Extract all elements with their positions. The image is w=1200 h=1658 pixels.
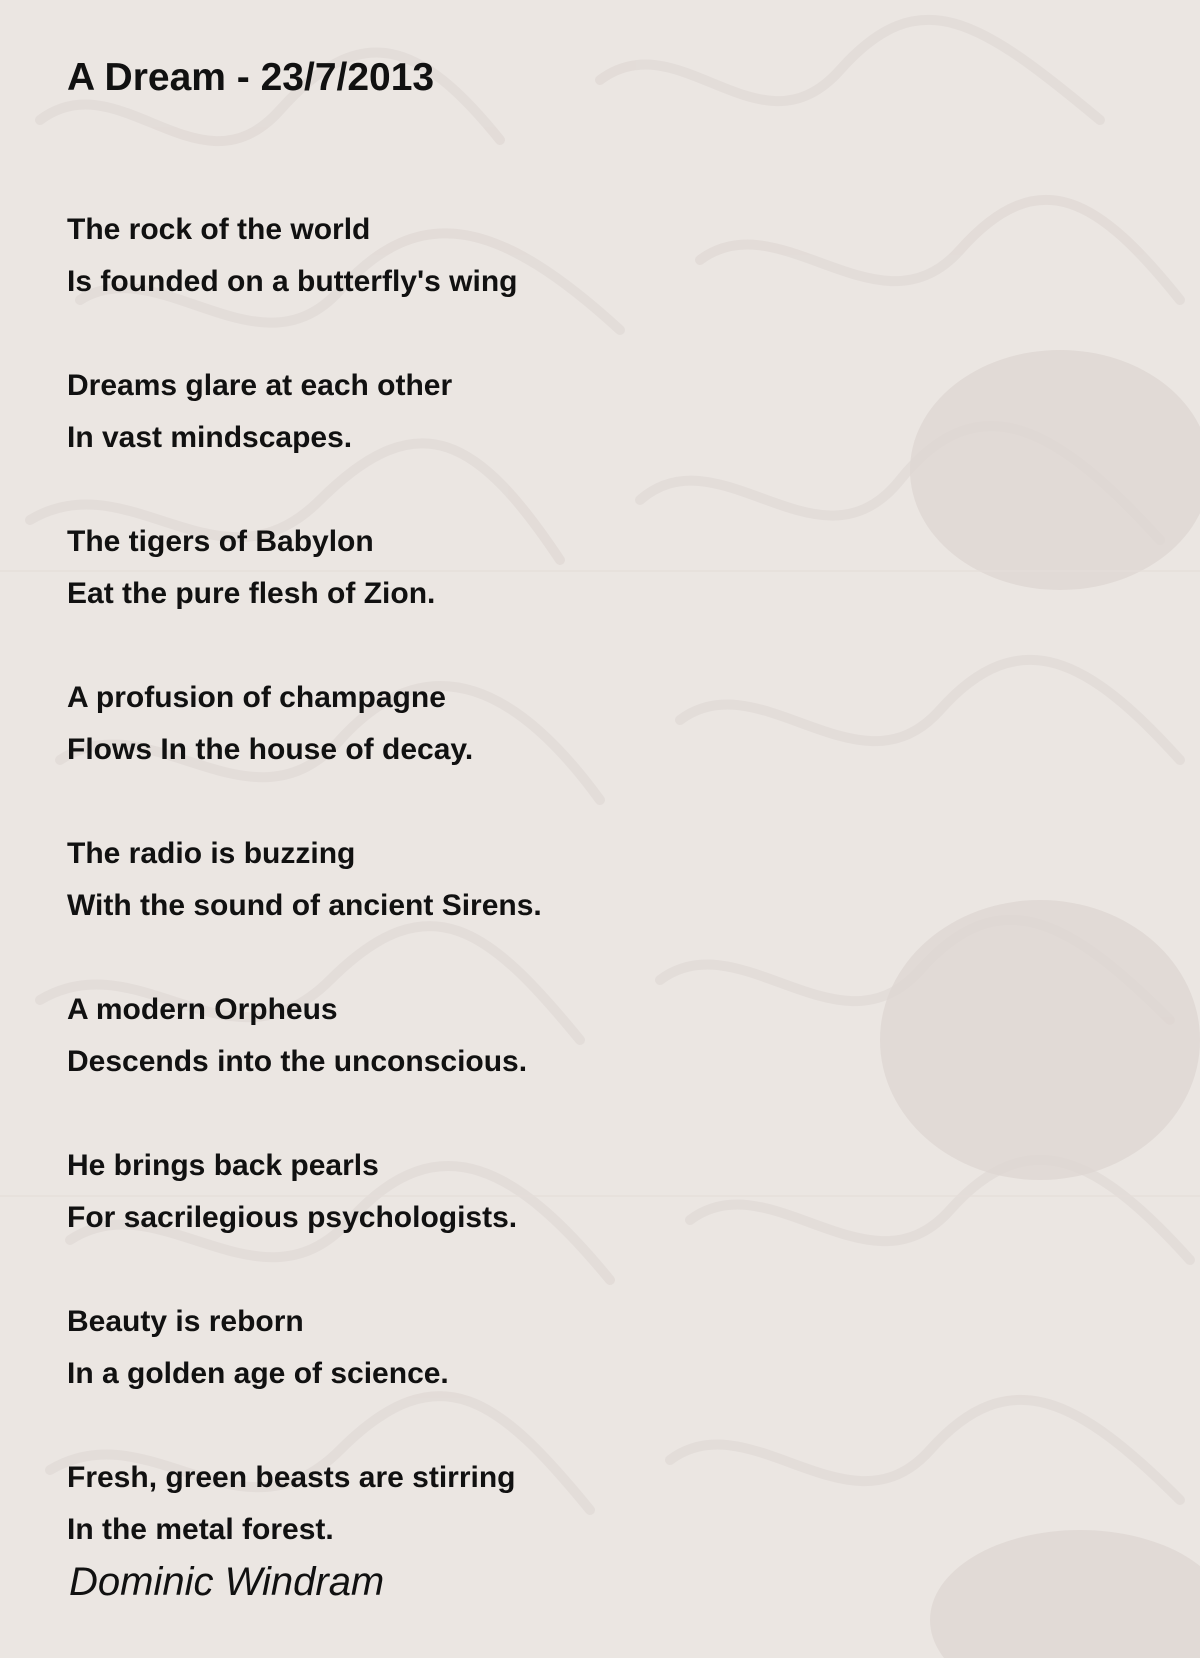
poem-line: In vast mindscapes. [67, 421, 353, 454]
stanza-9 [67, 1452, 516, 1556]
poem-line: Flows In the house of decay. [67, 733, 474, 766]
stanza-6 [67, 984, 527, 1088]
poem-line: The rock of the world [67, 213, 371, 246]
poem-line: For sacrilegious psychologists. [67, 1201, 518, 1234]
stanza-7 [67, 1140, 517, 1244]
poem-line: Is founded on a butterfly's wing [67, 265, 518, 298]
poem-author: Dominic Windram [69, 1560, 385, 1604]
stanza-3 [67, 516, 435, 620]
poem-line: Descends into the unconscious. [67, 1045, 528, 1078]
poem-title: A Dream - 23/7/2013 [67, 56, 435, 99]
poem-line: The radio is buzzing [67, 837, 356, 870]
poem-line: The tigers of Babylon [67, 525, 374, 558]
poem-line: Eat the pure flesh of Zion. [67, 577, 436, 610]
poem-line: A profusion of champagne [67, 681, 446, 714]
poem-container [67, 48, 1127, 1546]
poem-line: Fresh, green beasts are stirring [67, 1461, 516, 1494]
poem-line: In the metal forest. [67, 1513, 334, 1546]
stanza-4 [67, 672, 473, 776]
poem-line: Beauty is reborn [67, 1305, 304, 1338]
poem-line: In a golden age of science. [67, 1357, 449, 1390]
poem-line: He brings back pearls [67, 1149, 379, 1182]
poem-line: Dreams glare at each other [67, 369, 453, 402]
stanza-1 [67, 204, 517, 308]
stanza-5 [67, 828, 542, 932]
stanza-8 [67, 1296, 449, 1400]
stanza-2 [67, 360, 452, 464]
poem-line: With the sound of ancient Sirens. [67, 889, 542, 922]
poem-line: A modern Orpheus [67, 993, 338, 1026]
